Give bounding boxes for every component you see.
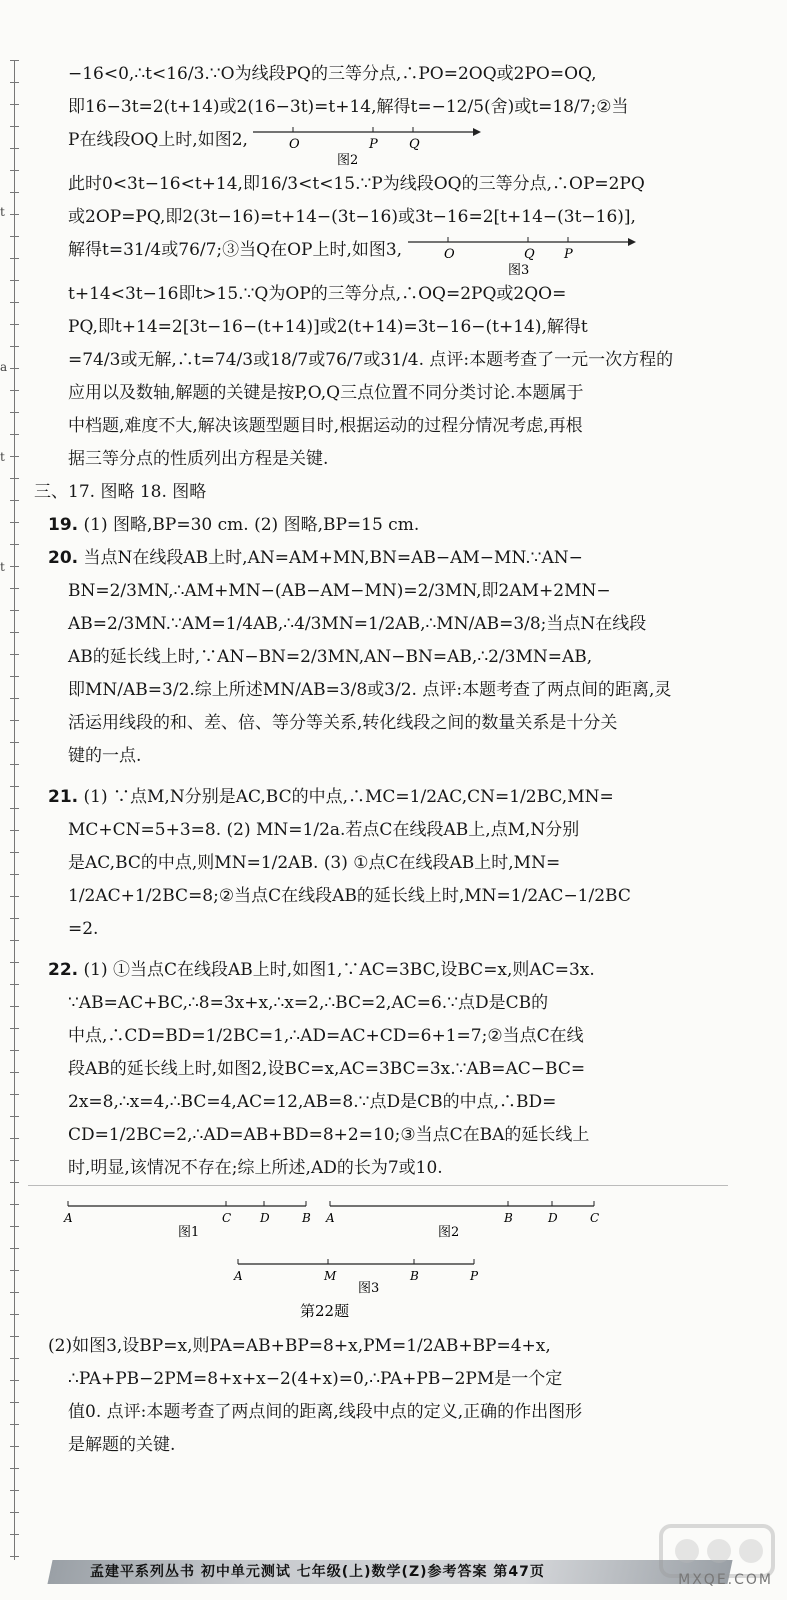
- margin-tick: [10, 390, 19, 391]
- section-three-header: 三、17. 图略 18. 图略: [34, 482, 207, 502]
- solution-line: ∴PA+PB−2PM=8+x+x−2(4+x)=0,∴PA+PB−2PM是一个定: [68, 1369, 563, 1389]
- margin-tick: [10, 962, 19, 963]
- binding-margin-line: [14, 60, 15, 1560]
- margin-tick: [10, 302, 19, 303]
- point-label-Q: Q: [409, 137, 421, 152]
- figure-caption: 图2: [337, 153, 359, 168]
- margin-tick: [10, 1402, 19, 1403]
- margin-tick: [10, 522, 19, 523]
- solution-line: AB的延长线上时,∵AN−BN=2/3MN,AN−BN=AB,∴2/3MN=AB,: [68, 647, 593, 667]
- point-label-P: P: [369, 137, 379, 152]
- margin-tick: [10, 896, 19, 897]
- margin-tick: [10, 676, 19, 677]
- solution-line: 时,明显,该情况不存在;综上所述,AD的长为7或10.: [68, 1158, 443, 1178]
- axis-arrow: [628, 238, 636, 246]
- axis-arrow: [473, 128, 481, 136]
- margin-tick: [10, 940, 19, 941]
- solution-line: −16<0,∴t<16/3.∵O为线段PQ的三等分点,∴PO=2OQ或2PO=OQ,: [68, 64, 597, 84]
- margin-tick: [10, 610, 19, 611]
- margin-tick: [10, 170, 19, 171]
- solution-line: P在线段OQ上时,如图2,: [68, 130, 248, 150]
- number-line-fig3: [408, 234, 638, 278]
- point-label-B: B: [302, 1211, 311, 1225]
- margin-tick: [10, 192, 19, 193]
- question-19: [48, 509, 728, 542]
- point-label-D: D: [260, 1211, 270, 1225]
- margin-tick: [10, 434, 19, 435]
- margin-tick: [10, 60, 19, 61]
- margin-tick: [10, 236, 19, 237]
- margin-tick: [10, 720, 19, 721]
- point-label-O: O: [289, 137, 301, 152]
- solution-line: (2)如图3,设BP=x,则PA=AB+BP=8+x,PM=1/2AB+BP=4+x,: [48, 1336, 551, 1356]
- margin-tick: [10, 324, 19, 325]
- solution-line: 1/2AC+1/2BC=8;②当点C在线段AB的延长线上时,MN=1/2AC−1/2BC: [68, 886, 631, 906]
- margin-tick: [10, 1226, 19, 1227]
- margin-tick: [10, 104, 19, 105]
- margin-tick: [10, 1490, 19, 1491]
- point-label-P: P: [470, 1269, 479, 1283]
- fig3-row: [68, 234, 728, 278]
- margin-tick: [10, 214, 19, 215]
- solution-line: 即16−3t=2(t+14)或2(16−3t)=t+14,解得t=−12/5(舍)或t=18/7;②当: [68, 97, 629, 117]
- margin-tick: [10, 698, 19, 699]
- margin-tick: [10, 1248, 19, 1249]
- solution-line: MC+CN=5+3=8. (2) MN=1/2a.若点C在线段AB上,点M,N分别: [68, 820, 580, 840]
- margin-tick: [10, 346, 19, 347]
- point-label-C: C: [590, 1211, 600, 1225]
- margin-tick: [10, 1468, 19, 1469]
- solution-line: 是AC,BC的中点,则MN=1/2AB. (3) ①点C在线段AB上时,MN=: [68, 853, 561, 873]
- edge-fragment: t: [0, 205, 5, 219]
- point-label-C: C: [222, 1211, 232, 1225]
- question-21: [48, 781, 728, 946]
- solution-line: BN=2/3MN,∴AM+MN−(AB−AM−MN)=2/3MN,即2AM+2MN−: [68, 581, 611, 601]
- solution-line: 据三等分点的性质列出方程是关键.: [68, 449, 329, 469]
- margin-tick: [10, 1050, 19, 1051]
- margin-tick: [10, 566, 19, 567]
- figure-caption: 图2: [438, 1225, 460, 1240]
- question-22-part2: [48, 1330, 728, 1462]
- point-label-A: A: [64, 1211, 73, 1225]
- margin-tick: [10, 874, 19, 875]
- point-label-A: A: [326, 1211, 335, 1225]
- solution-line: t+14<3t−16即t>15.∵Q为OP的三等分点,∴OQ=2PQ或2QO=: [68, 284, 567, 304]
- margin-tick: [10, 1094, 19, 1095]
- point-label-A: A: [234, 1269, 243, 1283]
- margin-tick: [10, 808, 19, 809]
- question-number: 22.: [48, 960, 79, 980]
- margin-tick: [10, 1556, 19, 1557]
- margin-tick: [10, 1138, 19, 1139]
- point-label-B: B: [410, 1269, 419, 1283]
- watermark-text: MXQE.COM: [678, 1572, 773, 1588]
- margin-tick: [10, 1116, 19, 1117]
- q22-figures: [28, 1185, 728, 1330]
- point-label-D: D: [548, 1211, 558, 1225]
- solution-line: 值0. 点评:本题考查了两点间的距离,线段中点的定义,正确的作出图形: [68, 1402, 583, 1422]
- point-label-O: O: [443, 247, 455, 262]
- point-label-Q: Q: [523, 247, 535, 262]
- fig2-row: [68, 124, 728, 168]
- margin-tick: [10, 984, 19, 985]
- margin-tick: [10, 478, 19, 479]
- margin-tick: [10, 500, 19, 501]
- margin-tick: [10, 1534, 19, 1535]
- margin-tick: [10, 258, 19, 259]
- edge-fragment: t: [0, 450, 5, 464]
- margin-tick: [10, 742, 19, 743]
- margin-tick: [10, 412, 19, 413]
- margin-tick: [10, 852, 19, 853]
- margin-tick: [10, 1380, 19, 1381]
- solution-line: 是解题的关键.: [68, 1435, 176, 1455]
- solution-line: 或2OP=PQ,即2(3t−16)=t+14−(3t−16)或3t−16=2[t+14−(3t−16)],: [68, 207, 636, 227]
- solution-line: 当点N在线段AB上时,AN=AM+MN,BN=AB−AM−MN.∵AN−: [83, 548, 583, 568]
- solution-line: 应用以及数轴,解题的关键是按P,O,Q三点位置不同分类讨论.本题属于: [68, 383, 584, 403]
- point-label-B: B: [504, 1211, 513, 1225]
- solution-line: (1) ∵点M,N分别是AC,BC的中点,∴MC=1/2AC,CN=1/2BC,MN=: [83, 787, 614, 807]
- margin-tick: [10, 1270, 19, 1271]
- question-20: [48, 542, 728, 773]
- solution-line: PQ,即t+14=2[3t−16−(t+14)]或2(t+14)=3t−16−(t+14),解得t: [68, 317, 588, 337]
- margin-tick: [10, 1446, 19, 1447]
- margin-tick: [10, 1358, 19, 1359]
- solution-line: 此时0<3t−16<t+14,即16/3<t<15.∵P为线段OQ的三等分点,∴OP=2PQ: [68, 174, 645, 194]
- solution-line: 2x=8,∴x=4,∴BC=4,AC=12,AB=8.∵点D是CB的中点,∴BD=: [68, 1092, 557, 1112]
- margin-tick: [10, 1512, 19, 1513]
- page-footer: [50, 1552, 750, 1586]
- margin-tick: [10, 830, 19, 831]
- margin-tick: [10, 1028, 19, 1029]
- margin-tick: [10, 1182, 19, 1183]
- solution-line: 键的一点.: [68, 746, 142, 766]
- question-number: 21.: [48, 787, 79, 807]
- margin-tick: [10, 786, 19, 787]
- margin-tick: [10, 456, 19, 457]
- solution-line: ∵AB=AC+BC,∴8=3x+x,∴x=2,∴BC=2,AC=6.∵点D是CB的: [68, 993, 549, 1013]
- edge-fragment: t: [0, 560, 5, 574]
- number-line-fig2: [253, 124, 483, 168]
- margin-tick: [10, 1424, 19, 1425]
- q22-segment-diagrams: [28, 1192, 728, 1324]
- margin-tick: [10, 148, 19, 149]
- solution-line: =74/3或无解,∴t=74/3或18/7或76/7或31/4. 点评:本题考查了一元一次方程的: [68, 350, 674, 370]
- margin-tick: [10, 1160, 19, 1161]
- solution-line: 解得t=31/4或76/7;③当Q在OP上时,如图3,: [68, 240, 403, 260]
- point-label-P: P: [563, 247, 573, 262]
- solution-line: (1) ①当点C在线段AB上时,如图1,∵AC=3BC,设BC=x,则AC=3x.: [83, 960, 595, 980]
- solution-line: CD=1/2BC=2,∴AD=AB+BD=8+2=10;③当点C在BA的延长线上: [68, 1125, 590, 1145]
- margin-tick: [10, 1292, 19, 1293]
- solution-line: 中档题,难度不大,解决该题型题目时,根据运动的过程分情况考虑,再根: [68, 416, 583, 436]
- figure-caption: 图1: [178, 1225, 200, 1240]
- margin-tick: [10, 1006, 19, 1007]
- margin-tick: [10, 1072, 19, 1073]
- solution-line: 活运用线段的和、差、倍、等分等关系,转化线段之间的数量关系是十分关: [68, 713, 618, 733]
- margin-tick: [10, 126, 19, 127]
- answer-page: [34, 58, 728, 1462]
- margin-tick: [10, 82, 19, 83]
- solution-line: =2.: [68, 919, 99, 939]
- margin-tick: [10, 1204, 19, 1205]
- solution-line: 即MN/AB=3/2.综上所述MN/AB=3/8或3/2. 点评:本题考查了两点间的距离,灵: [68, 680, 672, 700]
- margin-tick: [10, 1336, 19, 1337]
- question-number: 19.: [48, 515, 79, 535]
- margin-tick: [10, 764, 19, 765]
- margin-tick: [10, 918, 19, 919]
- edge-fragment: a: [0, 360, 8, 374]
- margin-tick: [10, 368, 19, 369]
- solution-line: 段AB的延长线上时,如图2,设BC=x,AC=3BC=3x.∵AB=AC−BC=: [68, 1059, 586, 1079]
- margin-tick: [10, 544, 19, 545]
- solution-line: AB=2/3MN.∵AM=1/4AB,∴4/3MN=1/2AB,∴MN/AB=3/8;当点N在线段: [68, 614, 647, 634]
- margin-tick: [10, 280, 19, 281]
- margin-tick: [10, 632, 19, 633]
- figure-group-caption: 第22题: [300, 1302, 350, 1320]
- figure-caption: 图3: [358, 1281, 380, 1296]
- margin-tick: [10, 1314, 19, 1315]
- point-label-M: M: [324, 1269, 337, 1283]
- question-number: 20.: [48, 548, 79, 568]
- question-text: (1) 图略,BP=30 cm. (2) 图略,BP=15 cm.: [83, 515, 420, 535]
- question-22: [48, 954, 728, 1185]
- figure-caption: 图3: [507, 263, 529, 278]
- margin-tick: [10, 654, 19, 655]
- footer-text: 孟建平系列丛书 初中单元测试 七年级(上)数学(Z)参考答案 第47页: [90, 1564, 545, 1580]
- solution-line: 中点,∴CD=BD=1/2BC=1,∴AD=AC+CD=6+1=7;②当点C在线: [68, 1026, 584, 1046]
- margin-tick: [10, 588, 19, 589]
